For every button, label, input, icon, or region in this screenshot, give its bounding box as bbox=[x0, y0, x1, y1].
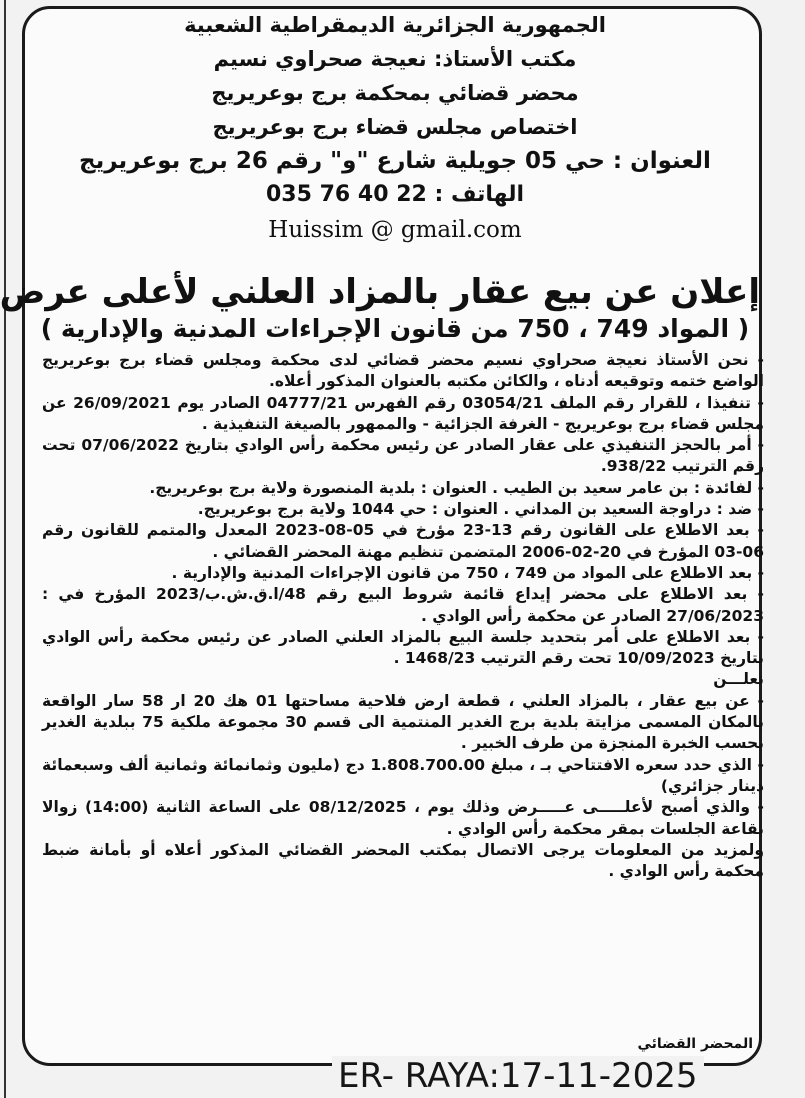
newspaper-date: ER- RAYA:17-11-2025 bbox=[332, 1056, 704, 1096]
page-edge-line bbox=[4, 0, 6, 1098]
paragraph-defendant: - ضد : دراوجة السعيد بن المداني . العنوان : حي 1044 ولاية برج بوعريريج. bbox=[197, 500, 764, 519]
paragraph-session-order: - بعد الاطلاع على أمر بتحديد جلسة البيع بالمزاد العلني الصادر عن رئيس محكمة رأس الوادي بتاريخ 10/09/2023 تحت رقم الترتيب 1468/23 . bbox=[42, 627, 764, 668]
jurisdiction: اختصاص مجلس قضاء برج بوعريريج bbox=[212, 115, 578, 139]
paragraph-date: - والذي أصبح لأعلـــــى عـــــرض وذلك يوم ، 08/12/2025 على الساعة الثانية (14:00) زوالا بقاعة الجلسات بمقر محكمة رأس الوادي . bbox=[42, 798, 764, 838]
announcement-subtitle: ( المواد 749 ، 750 من قانون الإجراءات المدنية والإدارية ) bbox=[40, 314, 750, 343]
signature-label: المحضر القضائي bbox=[637, 1036, 753, 1052]
phone: الهاتف : 22 40 76 035 bbox=[266, 182, 524, 207]
republic-name: الجمهورية الجزائرية الديمقراطية الشعبية bbox=[184, 13, 606, 37]
paragraph-property: - عن بيع عقار ، بالمزاد العلني ، قطعة ارض فلاحية مساحتها 01 هك 20 ار 58 سار الواقعة بالمكان المسمى مزايتة بلدية برج الغدير المنتمية الى قسم 30 مجموعة ملكية 75 ببلدية الغدير بحسب الخبرة المنجزة من طرف الخبير . bbox=[42, 691, 764, 753]
announce-word: نعلـــن bbox=[713, 670, 764, 689]
paragraph-articles: - بعد الاطلاع على المواد من 749 ، 750 من قانون الإجراءات المدنية والإدارية . bbox=[171, 563, 764, 582]
paragraph-execution: - تنفيذا ، للقرار رقم الملف 03054/21 رقم الفهرس 04777/21 الصادر يوم 26/09/2021 عن مجلس قضاء برج بوعريريج - الغرفة الجزائية - والممهور بالصيغة التنفيذية . bbox=[42, 393, 764, 433]
paragraph-contact: ولمزيد من المعلومات يرجى الاتصال بمكتب المحضر القضائي المذكور أعلاه أو بأمانة ضبط محكمة رأس الوادي . bbox=[42, 840, 764, 881]
paragraph-intro: - نحن الأستاذ نعيجة صحراوي نسيم محضر قضائي لدى محكمة ومجلس قضاء برج بوعريريج الواضع ختمه وتوقيعه أدناه ، والكائن مكتبه بالعنوان المذكور أعلاه. bbox=[42, 351, 764, 391]
paragraph-seizure-order: - أمر بالحجز التنفيذي على عقار الصادر عن رئيس محكمة رأس الوادي بتاريخ 07/06/2022 تحت رقم الترتيب 938/22. bbox=[42, 436, 765, 476]
office-name: مكتب الأستاذ: نعيجة صحراوي نسيم bbox=[213, 47, 577, 71]
paragraph-conditions: - بعد الاطلاع على محضر إيداع قائمة شروط البيع رقم 48/ا.ق.ش.ب/2023 المؤرخ في : 27/06/2023 الصادر عن محكمة رأس الوادي . bbox=[42, 585, 764, 625]
address: العنوان : حي 05 جويلية شارع "و" رقم 26 برج بوعريريج bbox=[79, 148, 711, 174]
email: Huissim @ gmail.com bbox=[268, 217, 522, 243]
letterhead bbox=[30, 8, 760, 248]
paragraph-price: - الذي حدد سعره الافتتاحي بـ ، مبلغ 1.808.700.00 دج (مليون وثمانمائة وثمانية ألف وسبعمائة دينار جزائري) bbox=[42, 755, 764, 795]
paragraph-law-reference: - بعد الاطلاع على القانون رقم 13-23 مؤرخ في 05-08-2023 المعدل والمتمم للقانون رقم 06-03 المؤرخ في 20-02-2006 المتضمن تنظيم مهنة المحضر القضائي . bbox=[42, 521, 764, 561]
court-name: محضر قضائي بمحكمة برج بوعريريج bbox=[211, 81, 579, 105]
announcement-body bbox=[42, 350, 764, 882]
paragraph-beneficiary: - لفائدة : بن عامر سعيد بن الطيب . العنوان : بلدية المنصورة ولاية برج بوعريريج. bbox=[149, 478, 764, 497]
announcement-title: إعلان عن بيع عقار بالمزاد العلني لأعلى عرض bbox=[0, 272, 760, 312]
